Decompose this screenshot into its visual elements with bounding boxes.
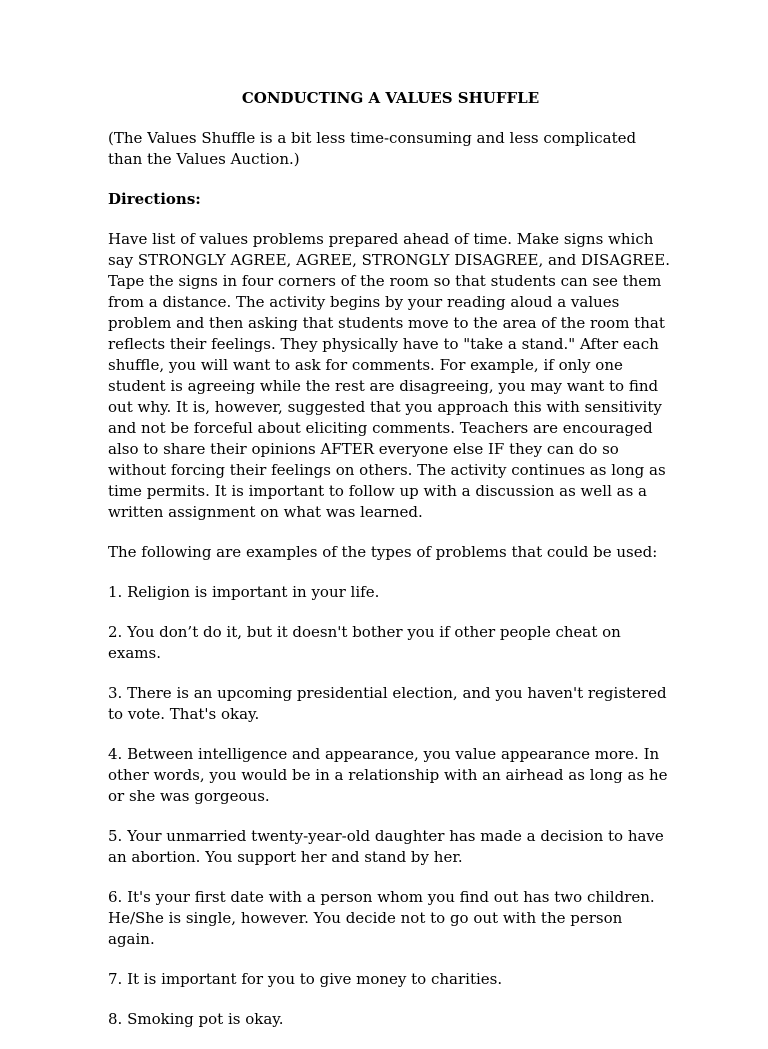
list-item: 8. Smoking pot is okay. <box>108 1010 284 1028</box>
directions-heading: Directions: <box>108 190 201 208</box>
list-item: 4. Between intelligence and appearance, you value appearance more. In other words, you would be in a relationship with an airhead as long as he or she was gorgeous. <box>108 745 668 805</box>
document-title: CONDUCTING A VALUES SHUFFLE <box>241 89 540 107</box>
list-item: 2. You don’t do it, but it doesn't bother you if other people cheat on exams. <box>108 623 621 662</box>
list-item: 7. It is important for you to give money to charities. <box>108 970 503 988</box>
directions-paragraph: Have list of values problems prepared ahead of time. Make signs which say STRONGLY AGREE, AGREE, STRONGLY DISAGREE, and DISAGREE. Tape the signs in four corners of the room so that students can see them from a distance. The activity begins by your reading aloud a values problem and then asking that students move to the area of the room that reflects their feelings. They physically have to "take a stand." After each shuffle, you will want to ask for comments. For example, if only one student is agreeing while the rest are disagreeing, you may want to find out why. It is, however, suggested that you approach this with sensitivity and not be forceful about eliciting comments. Teachers are encouraged also to share their opinions AFTER everyone else IF they can do so without forcing their feelings on others. The activity continues as long as time permits. It is important to follow up with a discussion as well as a written assignment on what was learned. <box>108 230 671 521</box>
list-item: 5. Your unmarried twenty-year-old daughter has made a decision to have an abortion. You support her and stand by her. <box>108 827 664 866</box>
examples-intro: The following are examples of the types of problems that could be used: <box>108 543 658 561</box>
list-item: 6. It's your first date with a person whom you find out has two children. He/She is single, however. You decide not to go out with the person again. <box>108 888 655 948</box>
list-item: 1. Religion is important in your life. <box>108 583 380 601</box>
examples-list <box>108 582 673 1030</box>
document-page <box>108 88 673 1049</box>
list-item: 3. There is an upcoming presidential election, and you haven't registered to vote. That's okay. <box>108 684 667 723</box>
intro-paragraph: (The Values Shuffle is a bit less time-consuming and less complicated than the Values Auction.) <box>108 129 637 168</box>
